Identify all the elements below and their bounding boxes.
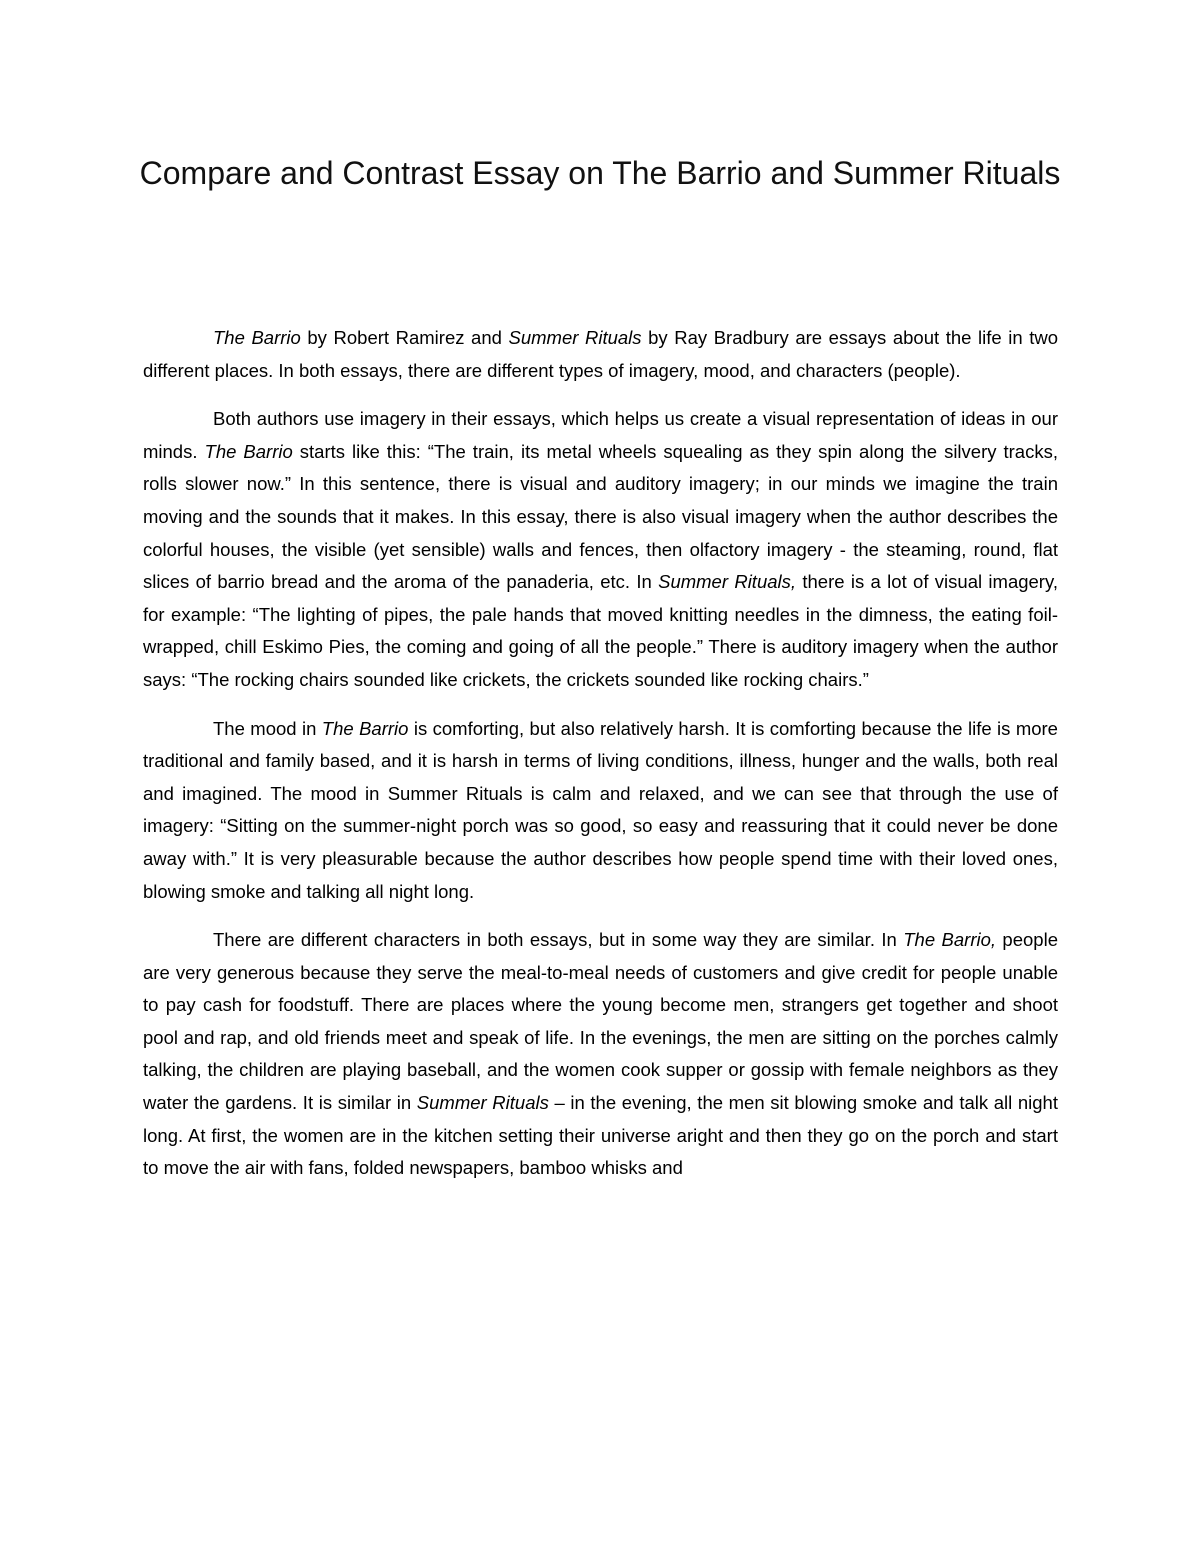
italic-title-text: The Barrio, — [903, 929, 997, 951]
paragraph-text: by Robert Ramirez and — [300, 327, 509, 348]
essay-paragraph — [143, 403, 1058, 696]
essay-paragraph — [143, 322, 1058, 387]
italic-title-text: Summer Rituals — [416, 1092, 549, 1114]
paragraph-text: starts like this: “The train, its metal wheels squealing as they spin along the silvery tracks, rolls slower now.” In this sentence, there is visual and auditory imagery; in our minds we imagine the train moving and the sounds that it makes. In this essay, there is also visual imagery when the author describes the colorful houses, the visible (yet sensible) walls and fences, then olfactory imagery - the steaming, round, flat slices of barrio bread and the aroma of the panaderia, etc. In — [143, 440, 1058, 593]
document-title: Compare and Contrast Essay on The Barrio and Summer Rituals — [139, 155, 1061, 191]
italic-title-text: The Barrio — [213, 327, 301, 348]
paragraph-text: – in the evening, the men sit blowing smoke and talk all night long. At first, the women are in the kitchen setting their universe aright and then they go on the porch and start to move the air with fans, folded newspapers, bamboo whisks and — [143, 1092, 1058, 1179]
paragraph-text: people are very generous because they serve the meal-to-meal needs of customers and give credit for people unable to pay cash for foodstuff. There are places where the young become men, strangers get together and shoot pool and rap, and old friends meet and speak of life. In the evenings, the men are sitting on the porches calmly talking, the children are playing baseball, and the women cook supper or gossip with female neighbors as they water the gardens. It is similar in — [143, 929, 1058, 1114]
essay-paragraph — [143, 924, 1058, 1185]
paragraph-text: is comforting, but also relatively harsh. It is comforting because the life is more traditional and family based, and it is harsh in terms of living conditions, illness, hunger and the walls, both real and imagined. The mood in Summer Rituals is calm and relaxed, and we can see that through the use of imagery: “Sitting on the summer-night porch was so good, so easy and reassuring that it could never be done away with.” It is very pleasurable because the author describes how people spend time with their loved ones, blowing smoke and talking all night long. — [143, 717, 1058, 902]
italic-title-text: Summer Rituals — [508, 327, 642, 348]
italic-title-text: Summer Rituals, — [658, 571, 797, 593]
paragraph-text: The mood in — [213, 717, 322, 739]
paragraph-text: by Ray Bradbury are essays about the life in two different places. In both essays, there are different types of imagery, mood, and characters (people). — [143, 327, 1058, 381]
paragraph-text: there is a lot of visual imagery, for example: “The lighting of pipes, the pale hands that moved knitting needles in the dimness, the eating foil-wrapped, chill Eskimo Pies, the coming and going of all the people.” There is auditory imagery when the author says: “The rocking chairs sounded like crickets, the crickets sounded like rocking chairs.” — [143, 571, 1058, 690]
paragraph-text: There are different characters in both essays, but in some way they are similar. In — [213, 929, 904, 951]
italic-title-text: The Barrio — [321, 717, 409, 739]
paragraph-text: Both authors use imagery in their essays, which helps us create a visual representation of ideas in our minds. — [143, 408, 1058, 462]
essay-paragraph — [143, 713, 1058, 909]
essay-body — [143, 322, 1058, 1185]
italic-title-text: The Barrio — [204, 440, 293, 462]
